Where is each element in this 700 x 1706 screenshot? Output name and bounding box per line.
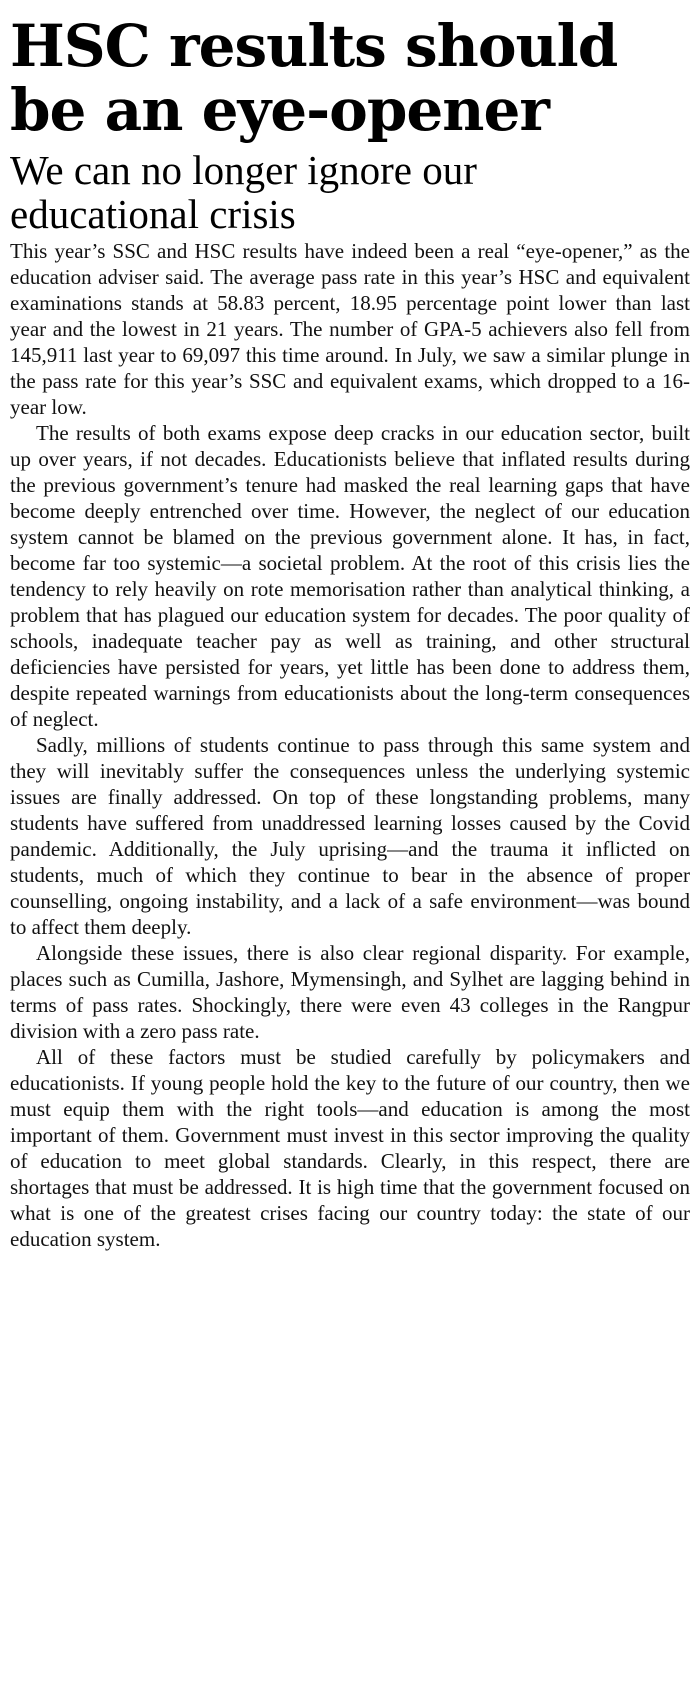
standfirst-line-1: We can no longer ignore our	[10, 147, 477, 193]
paragraph-2: The results of both exams expose deep cracks in our education sector, built up over years, if not decades. Educationists believe that inflated results during the previous government’s tenure had masked the real learning gaps that have become deeply entrenched over time. However, the neglect of our education system cannot be blamed on the previous government alone. It has, in fact, become far too systemic—a societal problem. At the root of this crisis lies the tendency to rely heavily on rote memorisation rather than analytical thinking, a problem that has plagued our education system for decades. The poor quality of schools, inadequate teacher pay as well as training, and other structural deficiencies have persisted for years, yet little has been done to address them, despite repeated warnings from educationists about the long-term consequences of neglect.	[10, 421, 690, 731]
headline	[10, 14, 690, 142]
paragraph-5: All of these factors must be studied carefully by policymakers and educationists. If young people hold the key to the future of our country, then we must equip them with the right tools—and education is among the most important of them. Government must invest in this sector improving the quality of education to meet global standards. Clearly, in this respect, there are shortages that must be addressed. It is high time that the government focused on what is one of the greatest crises facing our country today: the state of our education system.	[10, 1045, 690, 1251]
standfirst	[10, 148, 690, 236]
standfirst-line-2: educational crisis	[10, 191, 296, 237]
article-body	[10, 238, 690, 1252]
paragraph-1: This year’s SSC and HSC results have indeed been a real “eye-opener,” as the education adviser said. The average pass rate in this year’s HSC and equivalent examinations stands at 58.83 percent, 18.95 percentage point lower than last year and the lowest in 21 years. The number of GPA-5 achievers also fell from 145,911 last year to 69,097 this time around. In July, we saw a similar plunge in the pass rate for this year’s SSC and equivalent exams, which dropped to a 16-year low.	[10, 239, 690, 419]
article	[10, 0, 690, 1252]
headline-line-2: be an eye-opener	[10, 76, 549, 144]
headline-line-1: HSC results should	[10, 12, 618, 80]
paragraph-3: Sadly, millions of students continue to pass through this same system and they will inevitably suffer the consequences unless the underlying systemic issues are finally addressed. On top of these longstanding problems, many students have suffered from unaddressed learning losses caused by the Covid pandemic. Additionally, the July uprising—and the trauma it inflicted on students, much of which they continue to bear in the absence of proper counselling, ongoing instability, and a lack of a safe environment—was bound to affect them deeply.	[10, 733, 690, 939]
paragraph-4: Alongside these issues, there is also clear regional disparity. For example, places such as Cumilla, Jashore, Mymensingh, and Sylhet are lagging behind in terms of pass rates. Shockingly, there were even 43 colleges in the Rangpur division with a zero pass rate.	[10, 941, 690, 1043]
